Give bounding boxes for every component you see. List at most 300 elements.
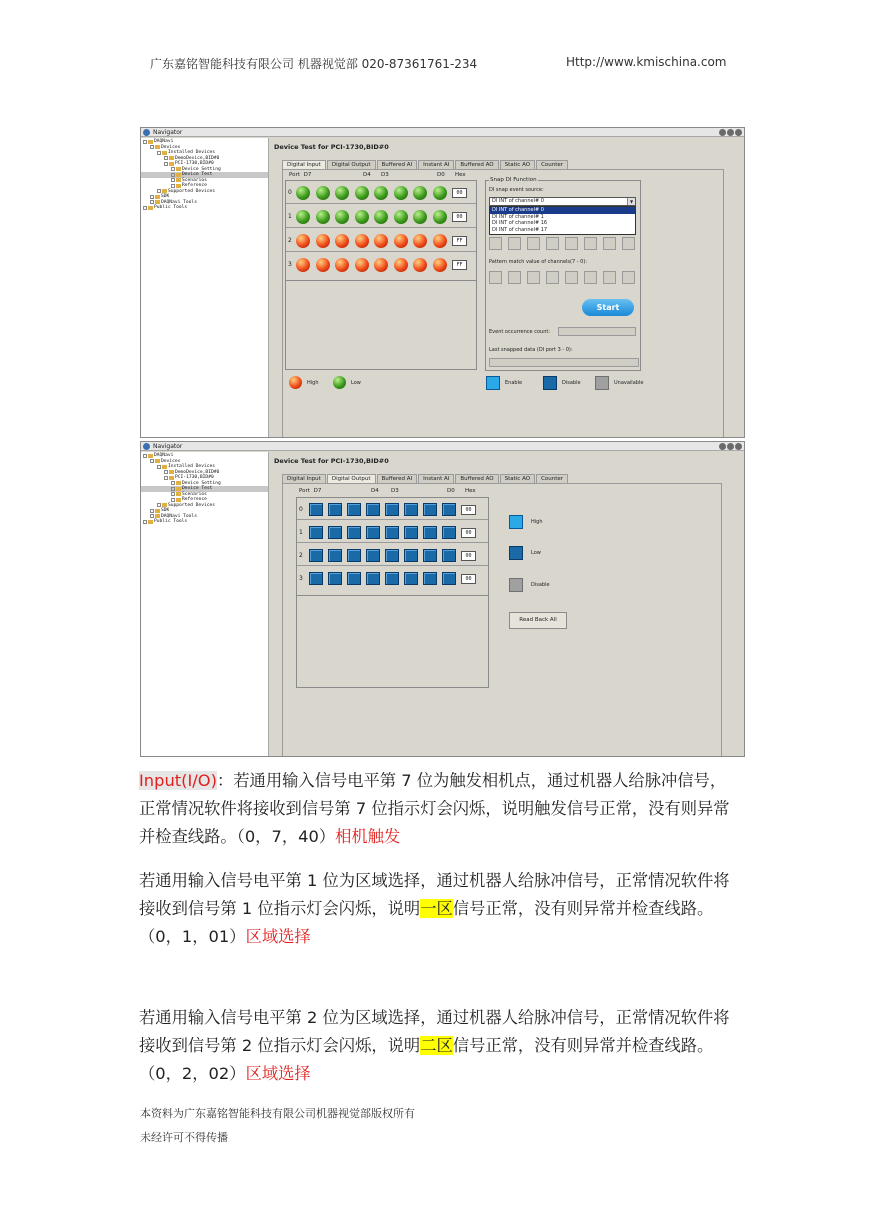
red-led-icon (316, 258, 330, 272)
snap-di-group (485, 177, 641, 371)
high-square-icon (509, 515, 523, 529)
folder-icon (176, 173, 181, 177)
output-bit-toggle[interactable] (366, 572, 380, 585)
red-led-icon (335, 234, 349, 248)
output-bit-toggle[interactable] (366, 549, 380, 562)
output-bit-toggle[interactable] (309, 549, 323, 562)
red-led-icon (296, 258, 310, 272)
channel-box[interactable] (584, 271, 597, 284)
output-bit-toggle[interactable] (366, 503, 380, 516)
low-square-icon (509, 546, 523, 560)
folder-icon (155, 514, 160, 518)
row-divider (297, 542, 488, 543)
port-row (288, 233, 467, 248)
red-led-icon (394, 258, 408, 272)
header-company: 广东嘉铭智能科技有限公司 机器视觉部 020-87361761-234 (150, 57, 478, 71)
folder-icon (148, 520, 153, 524)
red-led-icon (413, 234, 427, 248)
tree-node-label: Device Setting (182, 480, 221, 486)
tree-node-label: DAQNavi Tools (161, 199, 197, 205)
low-led-icon (333, 376, 346, 389)
window-titlebar (141, 128, 744, 137)
folder-icon (176, 487, 181, 491)
red-led-icon (374, 234, 388, 248)
row-divider (286, 203, 476, 204)
folder-icon (148, 206, 153, 210)
channel-box[interactable] (565, 271, 578, 284)
screenshot-digital-output (140, 441, 745, 757)
expand-icon[interactable] (164, 470, 168, 474)
channel-box[interactable] (584, 237, 597, 250)
folder-icon (148, 454, 153, 458)
channel-box[interactable] (489, 271, 502, 284)
d0-label: D0 (447, 488, 455, 494)
red-led-icon (374, 258, 388, 272)
channel-box[interactable] (508, 271, 521, 284)
row-divider (286, 251, 476, 252)
tab-counter[interactable]: Counter (536, 160, 568, 169)
window-titlebar (141, 442, 744, 451)
p2-text-a: 若通用输入信号电平第 1 位为区域选择，通过机器人给脉冲信号，正常情况软件将接收到信号第 1 位指示灯会闪烁，说明 (139, 871, 730, 918)
tree-node-label: DemoDevice,BID#0 (175, 155, 220, 161)
tab-content (282, 483, 722, 756)
tab-digital-input[interactable]: Digital Input (282, 160, 326, 169)
green-led-icon (433, 210, 447, 224)
tree-node[interactable] (141, 205, 268, 211)
tab-instant-ai[interactable]: Instant AI (418, 474, 454, 483)
legend-high (289, 376, 319, 389)
expand-icon[interactable] (171, 173, 175, 177)
row-divider (286, 227, 476, 228)
channel-box[interactable] (622, 271, 635, 284)
channel-box[interactable] (622, 237, 635, 250)
green-led-icon (296, 210, 310, 224)
minimize-icon[interactable] (719, 129, 726, 136)
expand-icon[interactable] (171, 492, 175, 496)
snap-source-dropdown (489, 206, 636, 235)
expand-icon[interactable] (171, 487, 175, 491)
expand-icon[interactable] (171, 498, 175, 502)
enable-square-icon (486, 376, 500, 390)
output-bit-toggle[interactable] (442, 526, 456, 539)
red-led-icon (296, 234, 310, 248)
device-test-panel (270, 452, 744, 756)
folder-icon (162, 465, 167, 469)
output-bit-toggle[interactable] (385, 503, 399, 516)
green-led-icon (355, 186, 369, 200)
tree-node-label: DAQNavi (154, 139, 174, 144)
legend-low-label: Low (531, 550, 541, 556)
tree-node-label: Devices (161, 458, 181, 464)
output-bit-toggle[interactable] (423, 526, 437, 539)
tree-node-label: DAQNavi (154, 453, 174, 458)
output-bit-toggle[interactable] (385, 549, 399, 562)
tab-strip (282, 474, 569, 483)
expand-icon[interactable] (164, 162, 168, 166)
p2-highlight: 一区 (420, 899, 453, 918)
di-empty-area (285, 281, 477, 370)
port-row (288, 185, 467, 200)
snap-group-label: Snap DI Function (490, 177, 537, 183)
p2-text-b: 信号正常，没有则异常并检查线路。（0，1，01） (139, 899, 714, 946)
tree-node-label: Scenarios (182, 177, 207, 183)
port-number: 3 (299, 575, 303, 582)
output-bit-toggle[interactable] (328, 549, 342, 562)
tree-node-label: SDK (161, 508, 170, 513)
hex-input[interactable]: 00 (461, 574, 476, 584)
channel-box[interactable] (603, 237, 616, 250)
tree-node-label: DemoDevice,BID#0 (175, 469, 220, 475)
output-bit-toggle[interactable] (442, 503, 456, 516)
tree-node-label: Scenarios (182, 491, 207, 497)
tab-buffered-ai[interactable]: Buffered AI (377, 474, 418, 483)
unavailable-square-icon (595, 376, 609, 390)
port-row (288, 257, 467, 272)
expand-icon[interactable] (150, 200, 154, 204)
dropdown-option[interactable]: DI INT of channel# 16 (492, 220, 548, 226)
do-port-grid (296, 497, 489, 596)
panel-title: Device Test for PCI-1730,BID#0 (274, 457, 389, 465)
paragraph-zone-2 (139, 1004, 739, 1088)
channel-box[interactable] (546, 271, 559, 284)
do-empty-area (296, 596, 489, 688)
device-tree (141, 138, 269, 437)
p2-tag: 区域选择 (245, 927, 311, 946)
red-led-icon (433, 234, 447, 248)
last-data-field (489, 358, 639, 367)
p3-highlight: 二区 (420, 1036, 453, 1055)
folder-icon (176, 492, 181, 496)
green-led-icon (335, 186, 349, 200)
hex-input[interactable]: 00 (461, 505, 476, 515)
d4-label: D4 (371, 488, 379, 494)
output-bit-toggle[interactable] (366, 526, 380, 539)
port-number: 2 (288, 237, 292, 244)
output-bit-toggle[interactable] (347, 526, 361, 539)
tab-counter[interactable]: Counter (536, 474, 568, 483)
tree-node-label: Installed Devices (168, 464, 216, 469)
green-led-icon (316, 186, 330, 200)
high-led-icon (289, 376, 302, 389)
expand-icon[interactable] (157, 151, 161, 155)
legend-unavailable (595, 376, 643, 390)
red-led-icon (335, 258, 349, 272)
expand-icon[interactable] (171, 178, 175, 182)
hex-value: FF (452, 260, 467, 270)
snap-source-label: DI snap event source: (489, 187, 544, 193)
green-led-icon (394, 186, 408, 200)
hex-label: Hex (455, 172, 466, 178)
tree-node-label: Public Tools (154, 205, 188, 210)
d3-label: D3 (381, 172, 389, 178)
port-number: 3 (288, 261, 292, 268)
channel-box[interactable] (527, 237, 540, 250)
expand-icon[interactable] (150, 459, 154, 463)
close-icon[interactable] (735, 129, 742, 136)
legend-disable-label: Disable (562, 380, 581, 386)
start-button[interactable]: Start (582, 299, 634, 316)
tab-buffered-ao[interactable]: Buffered AO (455, 160, 498, 169)
port-number: 2 (299, 552, 303, 559)
output-bit-toggle[interactable] (423, 549, 437, 562)
output-bit-toggle[interactable] (385, 572, 399, 585)
green-led-icon (374, 210, 388, 224)
port-number: 0 (288, 189, 292, 196)
tab-digital-output[interactable]: Digital Output (327, 160, 376, 169)
folder-icon (176, 481, 181, 485)
hex-value: 00 (452, 188, 467, 198)
port-header (289, 172, 466, 178)
tree-node-label: Reference (182, 497, 207, 502)
red-led-icon (433, 258, 447, 272)
navigator-icon (143, 443, 150, 450)
folder-icon (155, 145, 160, 149)
expand-icon[interactable] (150, 514, 154, 518)
input-keyword: Input(I/O) (139, 771, 217, 790)
folder-icon (155, 509, 160, 513)
output-bit-toggle[interactable] (404, 526, 418, 539)
legend-high-label: High (531, 519, 543, 525)
tree-node-label: Device Test (182, 172, 213, 177)
expand-icon[interactable] (171, 184, 175, 188)
tab-content (282, 169, 724, 437)
folder-icon (176, 167, 181, 171)
folder-icon (155, 195, 160, 199)
output-bit-toggle[interactable] (328, 572, 342, 585)
close-icon[interactable] (735, 443, 742, 450)
legend-low-label: Low (351, 379, 361, 386)
expand-icon[interactable] (143, 140, 147, 144)
folder-icon (169, 156, 174, 160)
folder-icon (162, 189, 167, 193)
legend-unavailable-label: Unavailable (614, 380, 644, 386)
port-label: Port (299, 488, 310, 494)
disable-square-icon (509, 578, 523, 592)
legend-enable-label: Enable (505, 380, 523, 386)
output-bit-toggle[interactable] (309, 526, 323, 539)
p3-tag: 区域选择 (245, 1064, 311, 1083)
output-bit-toggle[interactable] (423, 572, 437, 585)
folder-icon (176, 184, 181, 188)
tree-node-label: Installed Devices (168, 150, 216, 155)
pattern-label: Pattern match value of channels(7 - 0): (489, 259, 587, 265)
green-led-icon (355, 210, 369, 224)
folder-icon (176, 178, 181, 182)
dropdown-option[interactable]: DI INT of channel# 17 (492, 226, 548, 233)
red-led-icon (413, 258, 427, 272)
expand-icon[interactable] (143, 206, 147, 210)
tab-static-ao[interactable]: Static AO (500, 474, 535, 483)
folder-icon (169, 476, 174, 480)
channel-box[interactable] (527, 271, 540, 284)
expand-icon[interactable] (150, 145, 154, 149)
expand-icon[interactable] (171, 481, 175, 485)
maximize-icon[interactable] (727, 443, 734, 450)
output-bit-toggle[interactable] (404, 503, 418, 516)
green-led-icon (296, 186, 310, 200)
read-back-all-button[interactable]: Read Back All (509, 612, 567, 629)
p1-tag: 相机触发 (335, 827, 401, 846)
tree-node-label: Device Setting (182, 166, 221, 172)
tab-digital-output[interactable]: Digital Output (327, 474, 376, 483)
legend-low (333, 376, 361, 389)
green-led-icon (394, 210, 408, 224)
event-count-field (558, 327, 636, 336)
port-header (299, 488, 476, 494)
expand-icon[interactable] (150, 509, 154, 513)
output-bit-toggle[interactable] (404, 572, 418, 585)
tree-node-label: Devices (161, 144, 181, 150)
output-bit-toggle[interactable] (347, 503, 361, 516)
output-bit-toggle[interactable] (442, 572, 456, 585)
paragraph-zone-1 (139, 867, 739, 951)
port-row (299, 571, 476, 586)
tree-node[interactable] (141, 519, 268, 525)
hex-input[interactable]: 00 (461, 551, 476, 561)
channel-box[interactable] (546, 237, 559, 250)
output-bit-toggle[interactable] (309, 503, 323, 516)
output-bit-toggle[interactable] (347, 572, 361, 585)
d3-label: D3 (391, 488, 399, 494)
footer-notice: 未经许可不得传播 (140, 1131, 228, 1144)
output-bit-toggle[interactable] (328, 526, 342, 539)
port-row (299, 548, 476, 563)
output-bit-toggle[interactable] (328, 503, 342, 516)
folder-icon (176, 498, 181, 502)
output-bit-toggle[interactable] (347, 549, 361, 562)
port-label: Port (289, 172, 300, 178)
screenshot-digital-input (140, 127, 745, 438)
tree-node-label: Supported Devices (168, 502, 216, 508)
red-led-icon (355, 234, 369, 248)
green-led-icon (316, 210, 330, 224)
expand-icon[interactable] (171, 167, 175, 171)
tab-digital-input[interactable]: Digital Input (282, 474, 326, 483)
port-row (299, 525, 476, 540)
folder-icon (162, 151, 167, 155)
dropdown-option[interactable]: DI INT of channel# 0 (490, 207, 635, 214)
d4-label: D4 (363, 172, 371, 178)
folder-icon (155, 459, 160, 463)
green-led-icon (335, 210, 349, 224)
tab-instant-ai[interactable]: Instant AI (418, 160, 454, 169)
green-led-icon (374, 186, 388, 200)
port-number: 0 (299, 506, 303, 513)
hex-value: 00 (452, 212, 467, 222)
tree-node-label: DAQNavi Tools (161, 513, 197, 519)
d7-label: D7 (313, 488, 322, 494)
folder-icon (169, 470, 174, 474)
disable-square-icon (543, 376, 557, 390)
p3-text-a: 若通用输入信号电平第 2 位为区域选择，通过机器人给脉冲信号，正常情况软件将接收到信号第 2 位指示灯会闪烁，说明 (139, 1008, 730, 1055)
legend-enable (486, 376, 522, 390)
tab-strip (282, 160, 569, 169)
tab-buffered-ai[interactable]: Buffered AI (377, 160, 418, 169)
expand-icon[interactable] (157, 189, 161, 193)
minimize-icon[interactable] (719, 443, 726, 450)
legend-disable (509, 578, 550, 592)
chevron-down-icon[interactable]: ▼ (627, 198, 635, 205)
port-number: 1 (299, 529, 303, 536)
legend-disable (543, 376, 581, 390)
last-data-label: Last snapped data (DI port 3 - 0): (489, 347, 573, 353)
legend-disable-label: Disable (531, 582, 550, 588)
dropdown-option[interactable]: DI INT of channel# 1 (492, 213, 544, 220)
red-led-icon (355, 258, 369, 272)
tab-static-ao[interactable]: Static AO (500, 160, 535, 169)
channel-box[interactable] (603, 271, 616, 284)
output-bit-toggle[interactable] (385, 526, 399, 539)
red-led-icon (394, 234, 408, 248)
d7-label: D7 (303, 172, 312, 178)
window-title: Navigator (153, 443, 183, 450)
channel-box[interactable] (565, 237, 578, 250)
folder-icon (169, 162, 174, 166)
snap-source-value: DI INT of channel# 0 (492, 198, 544, 204)
port-number: 1 (288, 213, 292, 220)
expand-icon[interactable] (150, 195, 154, 199)
tree-node-label: Supported Devices (168, 188, 216, 194)
expand-icon[interactable] (157, 503, 161, 507)
expand-icon[interactable] (164, 476, 168, 480)
tree-node-label: PCI-1730,BID#0 (175, 161, 214, 166)
channel-box[interactable] (489, 237, 502, 250)
window-title: Navigator (153, 129, 183, 136)
tree-node-label: PCI-1730,BID#0 (175, 475, 214, 480)
green-led-icon (413, 186, 427, 200)
red-led-icon (316, 234, 330, 248)
hex-label: Hex (465, 488, 476, 494)
row-divider (297, 565, 488, 566)
paragraph-camera-trigger (139, 767, 739, 851)
device-tree (141, 452, 269, 756)
event-count-label: Event occurrence count: (489, 329, 551, 335)
footer-copyright: 本资料为广东嘉铭智能科技有限公司机器视觉部版权所有 (140, 1107, 415, 1120)
navigator-icon (143, 129, 150, 136)
hex-value: FF (452, 236, 467, 246)
green-led-icon (433, 186, 447, 200)
di-port-grid (285, 180, 477, 281)
legend-high-label: High (307, 379, 319, 386)
output-bit-toggle[interactable] (404, 549, 418, 562)
tree-node-label: Public Tools (154, 519, 188, 524)
folder-icon (162, 503, 167, 507)
expand-icon[interactable] (143, 520, 147, 524)
snap-source-select[interactable] (489, 197, 636, 206)
port-row (299, 502, 476, 517)
output-bit-toggle[interactable] (309, 572, 323, 585)
hex-input[interactable]: 00 (461, 528, 476, 538)
tree-node-label: Reference (182, 183, 207, 188)
folder-icon (155, 200, 160, 204)
output-bit-toggle[interactable] (442, 549, 456, 562)
channel-box[interactable] (508, 237, 521, 250)
tab-buffered-ao[interactable]: Buffered AO (455, 474, 498, 483)
folder-icon (148, 140, 153, 144)
tree-node-label: SDK (161, 194, 170, 199)
expand-icon[interactable] (164, 156, 168, 160)
legend-low (509, 546, 541, 560)
output-bit-toggle[interactable] (423, 503, 437, 516)
p3-text-b: 信号正常，没有则异常并检查线路。（0，2，02） (139, 1036, 714, 1083)
p1-body: ：若通用输入信号电平第 7 位为触发相机点，通过机器人给脉冲信号，正常情况软件将接收到信号第 7 位指示灯会闪烁，说明触发信号正常，没有则异常并检查线路。（0，7，40） (139, 771, 730, 846)
expand-icon[interactable] (157, 465, 161, 469)
d0-label: D0 (437, 172, 445, 178)
maximize-icon[interactable] (727, 129, 734, 136)
expand-icon[interactable] (143, 454, 147, 458)
header-url: Http://www.kmischina.com (566, 55, 727, 69)
legend-high (509, 515, 543, 529)
